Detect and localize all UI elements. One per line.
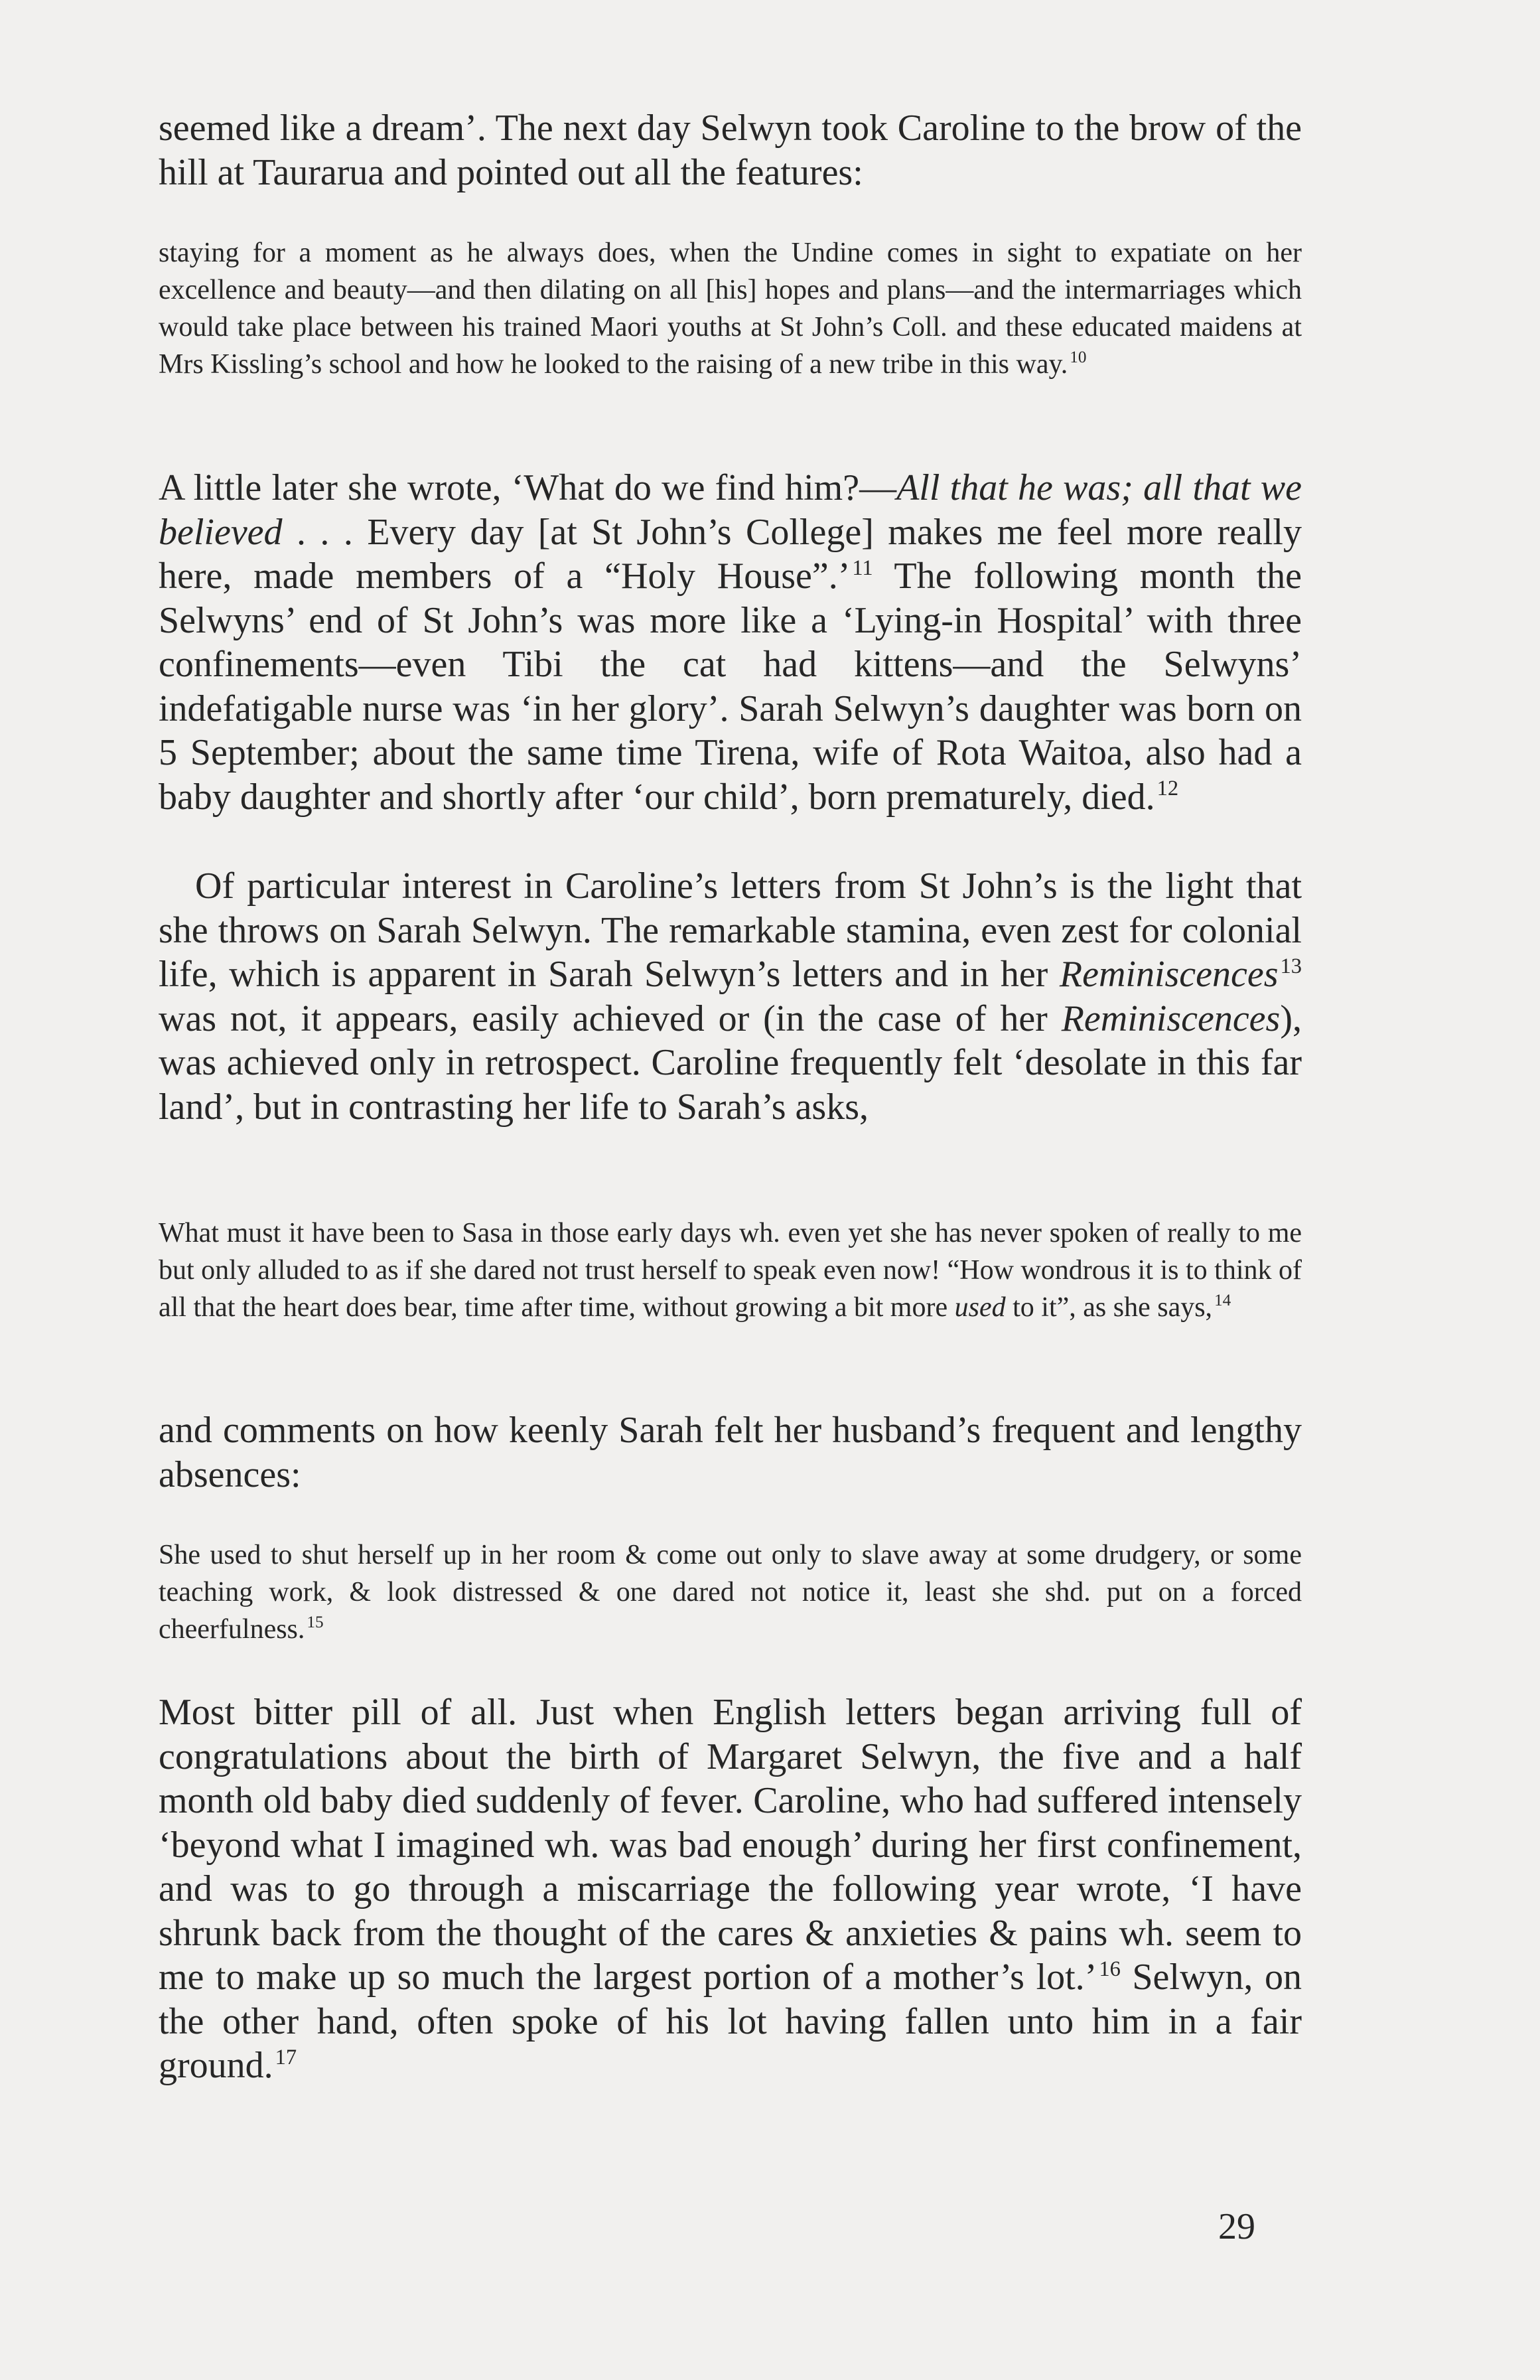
text-run: What must it have been to Sasa in those early days wh. even yet she has never spoken of really to me but only alluded to as if she dared not trust herself to speak even now! “How wondrous it is to think of all that the heart does bear, time after time, without growing a bit more	[159, 1218, 1302, 1323]
text-run: A little later she wrote, ‘What do we find him?—	[159, 467, 897, 508]
body-paragraph	[159, 1408, 1302, 1497]
body-paragraph	[159, 106, 1302, 194]
footnote-ref: 15	[307, 1613, 324, 1632]
text-run: seemed like a dream’. The next day Selwyn took Caroline to the brow of the hill at Taurarua and pointed out all the features:	[159, 108, 1302, 193]
italic-text: All that he was; all that we believed	[159, 467, 1302, 553]
text-run: Selwyn, on the other hand, often spoke of his lot having fallen unto him in a fair ground.	[159, 1957, 1302, 2086]
page-number: 29	[1218, 2206, 1255, 2247]
text-run: staying for a moment as he always does, when the Undine comes in sight to expatiate on her excellence and beauty—and then dilating on all [his] hopes and plans—and the intermarriages which would take place between his trained Maori youths at St John’s Coll. and these educated maidens at Mrs Kissling’s school and how he looked to the raising of a new tribe in this way.	[159, 238, 1302, 380]
text-run: Of particular interest in Caroline’s letters from St John’s is the light that she throws on Sarah Selwyn. The remarkable stamina, even zest for colonial life, which is apparent in Sarah Selwyn’s letters and in her	[159, 865, 1302, 995]
body-paragraph	[159, 466, 1302, 819]
italic-text: Reminiscences	[1061, 998, 1281, 1039]
block-quote	[159, 1536, 1302, 1648]
text-run: She used to shut herself up in her room & come out only to slave away at some drudgery, or some teaching work, & look distressed & one dared not notice it, least she shd. put on a forced cheerfulness.	[159, 1540, 1302, 1645]
footnote-ref: 11	[852, 556, 873, 580]
body-paragraph	[159, 1690, 1302, 2088]
italic-text: used	[954, 1292, 1006, 1323]
text-run: and comments on how keenly Sarah felt her husband’s frequent and lengthy absences:	[159, 1410, 1302, 1495]
block-quote	[159, 1215, 1302, 1326]
footnote-ref: 12	[1156, 777, 1179, 801]
footnote-ref: 14	[1214, 1292, 1231, 1310]
footnote-ref: 13	[1280, 954, 1302, 978]
text-run: . . . Every day [at St John’s College] makes me feel more really here, made members of a “Holy House”.’	[159, 511, 1302, 597]
footnote-ref: 16	[1099, 1957, 1121, 1981]
italic-text: Reminiscences	[1059, 954, 1279, 995]
text-run: The following month the Selwyns’ end of St John’s was more like a ‘Lying-in Hospital’ with three confinements—even Tibi the cat had kittens—and the Selwyns’ indefatigable nurse was ‘in her glory’. Sarah Selwyn’s daughter was born on 5 September; about the same time Tirena, wife of Rota Waitoa, also had a baby daughter and shortly after ‘our child’, born prematurely, died.	[159, 556, 1302, 818]
text-run: ), was achieved only in retrospect. Caroline frequently felt ‘desolate in this far land’, but in contrasting her life to Sarah’s asks,	[159, 998, 1302, 1128]
text-run: to it”, as she says,	[1005, 1292, 1213, 1323]
block-quote	[159, 234, 1302, 383]
body-paragraph	[159, 864, 1302, 1129]
text-run: Most bitter pill of all. Just when English letters began arriving full of congratulations about the birth of Margaret Selwyn, the five and a half month old baby died suddenly of fever. Caroline, who had suffered intensely ‘beyond what I imagined wh. was bad enough’ during her first confinement, and was to go through a miscarriage the following year wrote, ‘I have shrunk back from the thought of the cares & anxieties & pains wh. seem to me to make up so much the largest portion of a mother’s lot.’	[159, 1692, 1302, 1998]
footnote-ref: 10	[1070, 348, 1087, 367]
footnote-ref: 17	[275, 2045, 297, 2069]
text-run: was not, it appears, easily achieved or (in the case of her	[159, 998, 1062, 1039]
